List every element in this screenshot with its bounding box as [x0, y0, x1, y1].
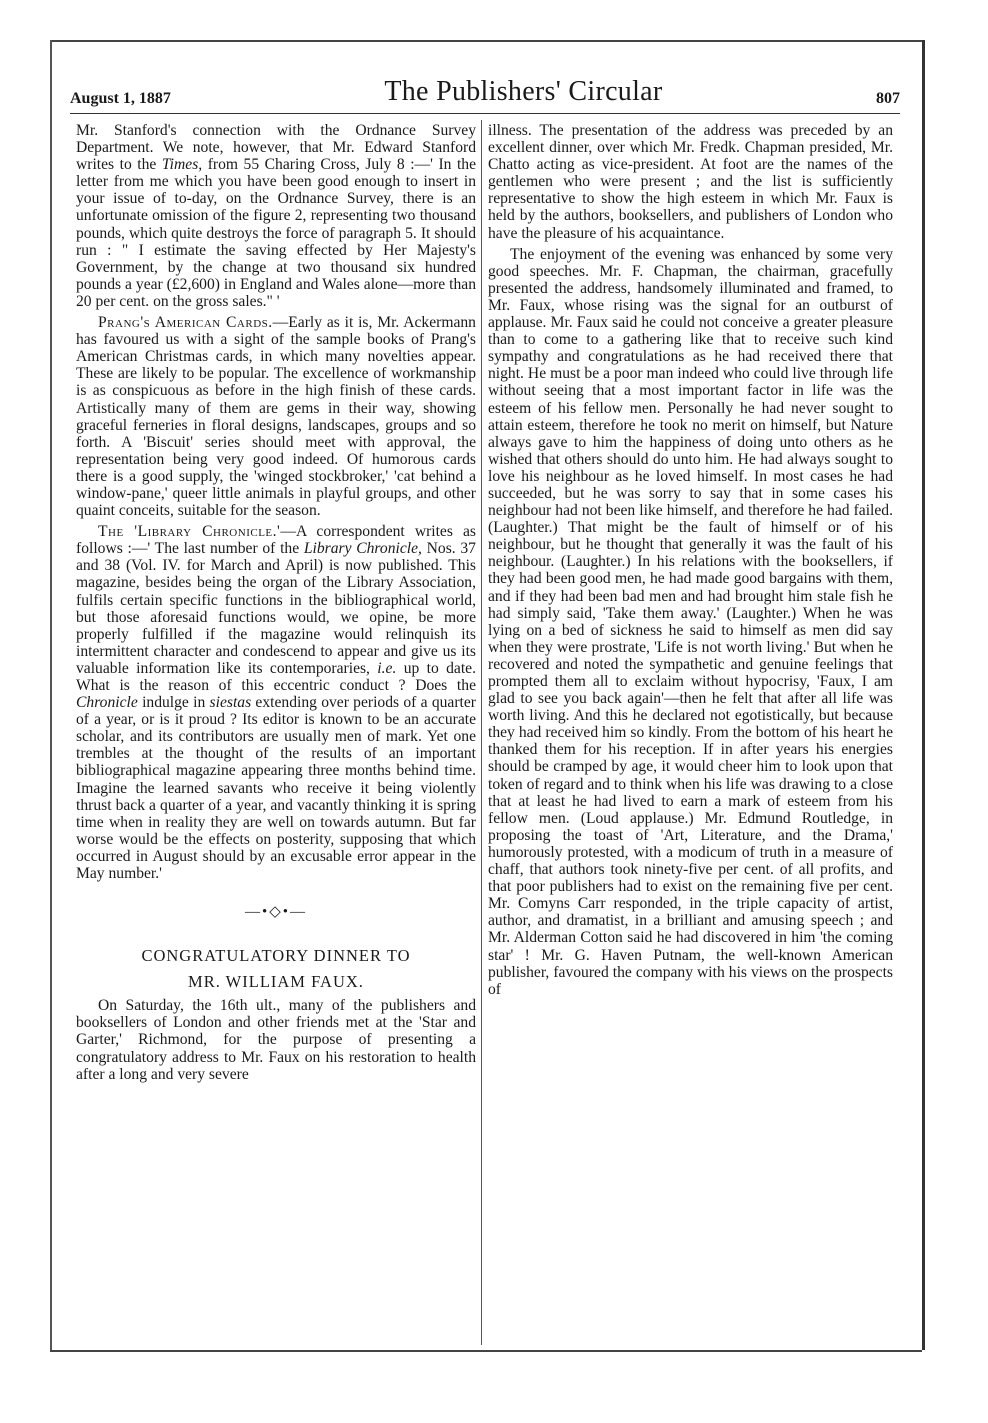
- right-column: [488, 122, 893, 1347]
- header-date: August 1, 1887: [70, 90, 171, 107]
- header-title: The Publishers' Circular: [384, 76, 663, 107]
- header-page-number: 807: [875, 90, 900, 107]
- dinner-paragraph: On Saturday, the 16th ult., many of the publishers and booksellers of London and other friends met at the 'Star and Garter,' Richmond, for the purpose of presenting a congratulatory address to Mr. Faux on his restoration to health after a long and very severe: [76, 997, 476, 1083]
- prang-lead: Prang's American Cards.: [98, 314, 273, 332]
- column-divider: [481, 120, 482, 1345]
- section-heading-line1: CONGRATULATORY DINNER TO: [141, 946, 411, 966]
- illness-paragraph: illness. The presentation of the address was preceded by an excellent dinner, over which Mr. Fredk. Chapman presided, Mr. Chatto acting as vice-president. At foot are the names of the gentlemen who were present ; and the list is sufficiently representative to show the high esteem in which Mr. Faux is held by the authors, booksellers, and publishers of London who have the pleasure of his acquaintance.: [488, 122, 893, 242]
- section-heading-line2: MR. WILLIAM FAUX.: [188, 972, 364, 992]
- library-chronicle-paragraph: The 'Library Chronicle.'—A correspondent writes as follows :—' The last number of the Library Chronicle, Nos. 37 and 38 (Vol. IV. for March and April) is now published. This magazine, besides being the organ of the Library Association, fulfils certain specific functions in the bibliographical world, but those aforesaid functions would, we opine, be more properly fulfilled if the magazine would relinquish its intermittent character and condescend to appear and give us its valuable information like its contemporaries, i.e. up to date. What is the reason of this eccentric conduct ? Does the Chronicle indulge in siestas extending over periods of a quarter of a year, or is it proud ? Its editor is known to be an accurate scholar, and its contributors are usually men of mark. Yet one trembles at the thought of the results of an important bibliographical magazine appearing three months behind time. Imagine the learned savants who receive it being violently thrust back a quarter of a year, and vacantly thinking it is spring time when in reality they are well on towards autumn. But far worse would be the effects on posterity, supposing that which occurred in August should by an excusable error appear in the May number.': [76, 523, 476, 883]
- stanford-paragraph: Mr. Stanford's connection with the Ordnance Survey Department. We note, however, that Mr. Edward Stanford writes to the Times, from 55 Charing Cross, July 8 :—' In the letter from me which you have been good enough to insert in your issue of to-day, on the Ordnance Survey, there is an unfortunate omission of the figure 2, representing two thousand pounds, which quite destroys the force of paragraph 5. It should run : " I estimate the saving effected by Her Majesty's Government, by the change at two thousand six hundred pounds a year (£2,600) in England and Wales alone—more than 20 per cent. on the gross sales." ': [76, 122, 476, 310]
- left-column: [76, 122, 476, 1347]
- prang-paragraph: Prang's American Cards.—Early as it is, Mr. Ackermann has favoured us with a sight of the sample books of Prang's American Christmas cards, in which many novelties appear. These are likely to be popular. The excellence of workmanship is as conspicuous as before in the high finish of these cards. Artistically many of them are gems in their way, showing graceful ferneries in floral designs, landscapes, groups and so forth. A 'Biscuit' series should meet with approval, the representation being very good indeed. Of humorous cards there is a good supply, the 'winged stockbroker,' 'cat behind a window-pane,' queer little animals in playful groups, and other quaint conceits, suitable for the season.: [76, 314, 476, 520]
- library-chronicle-lead: The 'Library Chronicle.': [98, 523, 281, 541]
- header-rule: [70, 113, 900, 114]
- page-header: [70, 68, 900, 108]
- speeches-paragraph: The enjoyment of the evening was enhanced by some very good speeches. Mr. F. Chapman, the chairman, gracefully presented the address, handsomely illuminated and framed, to Mr. Faux, whose rising was the signal for an outburst of applause. Mr. Faux said he could not conceive a greater pleasure than to come to a gathering like that to receive such kind sympathy and congratulations as he had received there that night. He must be a poor man indeed who could live through life without seeing that a most important factor in life was the esteem of his fellow men. Personally he had never sought to attain esteem, therefore he took no merit on himself, but Nature always gave to him the happiness of doing unto others as he wished that others should do unto him. He had always sought to love his neighbour as he loved himself. In most cases he had succeeded, but he was sorry to say that in some cases his neighbour had not been like himself, and therefore he had failed. (Laughter.) That might be the fault of himself or of his neighbour, but he thought that generally it was the fault of his neighbour. (Laughter.) In his relations with the booksellers, if they had been good men, he had made good bargains with them, and if they had been bad men and had brought him stale fish he had simply said, 'Take them away.' (Laughter.) When he was lying on a bed of sickness he said to himself as men did say when they were prostrate, 'Life is not worth living.' But when he recovered and noted the sympathetic and genuine feelings that prompted them all to exclaim without hypocrisy, 'Faux, I am glad to see you back again'—then he felt that after all life was worth living. And this he declared not egotistically, but because they had received him so kindly. From the bottom of his heart he thanked them for his reception. If in after years his energies should be cramped by age, it would cheer him to look upon that token of regard and to think when his life was drawing to a close that at least he had lived to earn a mark of esteem from his fellow men. (Loud applause.) Mr. Edmund Routledge, in proposing the toast of 'Art, Literature, and the Drama,' humorously protested, with a modicum of truth in a measure of chaff, that authors took ninety-five per cent. of all profits, and that poor publishers had to exist on the remaining five per cent. Mr. Comyns Carr responded, in the triple capacity of artist, author, and dramatist, in a brilliant and amusing speech ; and Mr. Alderman Cotton said he had discovered in him 'the coming star' ! Mr. G. Haven Putnam, the well-known American publisher, favoured the company with his views on the prospects of: [488, 245, 893, 998]
- section-ornament: —•◇•—: [244, 904, 308, 921]
- bottom-border-rule: [50, 1350, 922, 1352]
